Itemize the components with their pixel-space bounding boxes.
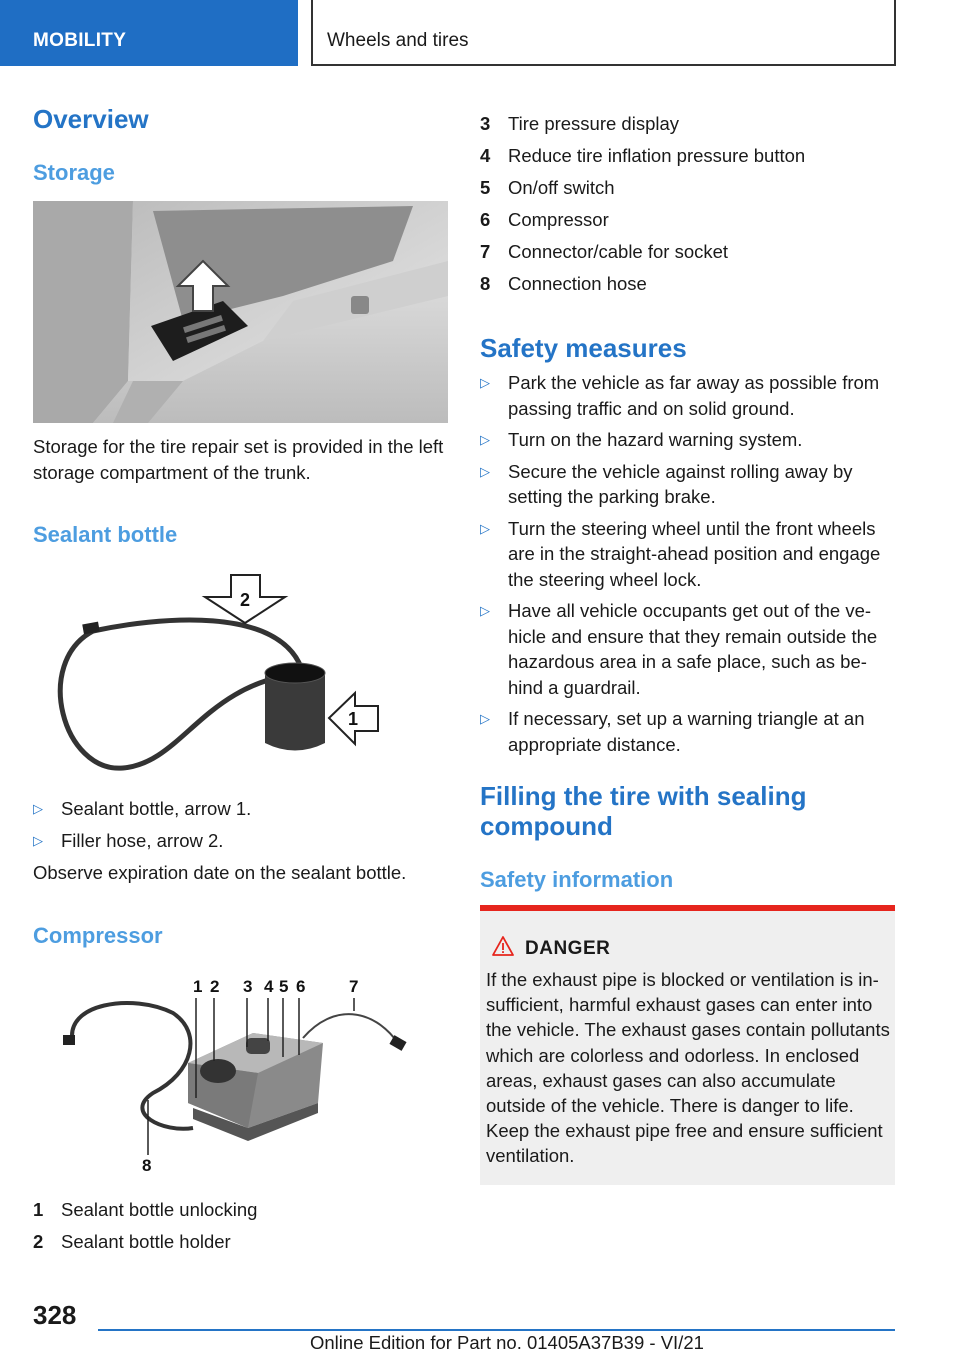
filling-heading: Filling the tire with sealing compound bbox=[480, 781, 807, 841]
list-item: ▷ Turn the steering wheel until the front wheels are in the straight-ahead position and engage the steering wheel lock. bbox=[480, 517, 881, 590]
danger-warning-box bbox=[480, 905, 895, 1185]
list-item: 7 Connector/cable for socket bbox=[480, 241, 729, 262]
list-item: ▷ Park the vehicle as far away as possible from passing traffic and on solid ground. bbox=[480, 372, 880, 419]
footer-divider bbox=[98, 1329, 895, 1331]
safety-measures-heading: Safety measures bbox=[480, 333, 687, 363]
list-item: ▷ Sealant bottle, arrow 1. bbox=[33, 796, 448, 822]
trunk-storage-image bbox=[33, 201, 448, 423]
triangle-bullet-icon: ▷ bbox=[33, 832, 43, 848]
storage-text: Storage for the tire repair set is provided in the left storage compartment of the trunk. bbox=[33, 436, 444, 483]
list-item: ▷ If necessary, set up a warning triangle at an appropriate distance. bbox=[480, 708, 865, 755]
callout-6: 6 bbox=[296, 977, 306, 996]
list-item: 1 Sealant bottle unlocking bbox=[33, 1199, 258, 1220]
list-item: ▷ Secure the vehicle against rolling away by setting the parking brake. bbox=[480, 460, 853, 507]
list-item: ▷ Turn on the hazard warning system. bbox=[480, 427, 895, 453]
triangle-bullet-icon: ▷ bbox=[480, 463, 490, 479]
storage-heading: Storage bbox=[33, 160, 115, 185]
sealant-bullets bbox=[33, 796, 448, 859]
triangle-bullet-icon: ▷ bbox=[480, 711, 490, 726]
callout-3: 3 bbox=[243, 977, 253, 996]
list-item: 5 On/off switch bbox=[480, 177, 615, 198]
list-item: ▷ Have all vehicle occupants get out of the vehicle and ensure that they remain outside the hazardous area in a safe place, such as behind a guardrail. bbox=[480, 600, 878, 698]
compressor-image bbox=[33, 963, 448, 1185]
compressor-heading: Compressor bbox=[33, 923, 163, 948]
sealant-bottle-image bbox=[33, 563, 448, 785]
page-number: 328 bbox=[33, 1300, 77, 1330]
safety-info-heading: Safety information bbox=[480, 867, 674, 892]
triangle-bullet-icon: ▷ bbox=[480, 432, 490, 447]
callout-2: 2 bbox=[210, 977, 220, 996]
callout-5: 5 bbox=[279, 977, 289, 996]
sealant-note: Observe expiration date on the sealant bottle. bbox=[33, 862, 407, 883]
parts-list-right bbox=[480, 111, 895, 303]
section-tab bbox=[0, 0, 298, 66]
callout-4: 4 bbox=[264, 977, 274, 996]
callout-1: 1 bbox=[193, 977, 203, 996]
danger-label: DANGER bbox=[525, 938, 611, 959]
callout-7: 7 bbox=[349, 977, 359, 996]
parts-list-left bbox=[33, 1197, 448, 1261]
list-item: ▷ Filler hose, arrow 2. bbox=[33, 828, 448, 854]
callout-8: 8 bbox=[142, 1156, 152, 1175]
danger-text: If the exhaust pipe is blocked or ventilation is insufficient, harmful exhaust gases can enter into the vehicle. The exhaust gases contain pollutants which are colorless and odorless. In enclosed areas, exhaust gases can also accumulate outside of the vehicle. There is danger to life. Keep the exhaust pipe free and ensure sufficient ventilation. bbox=[486, 969, 890, 1167]
callout-1: 1 bbox=[347, 709, 359, 729]
chapter-label: Wheels and tires bbox=[327, 30, 469, 51]
safety-bullets bbox=[480, 370, 895, 763]
list-item: 6 Compressor bbox=[480, 209, 609, 230]
edition-text: Online Edition for Part no. 01405A37B39 - VI/21 bbox=[310, 1332, 704, 1353]
callout-2: 2 bbox=[239, 590, 251, 610]
list-item: 4 Reduce tire inflation pressure button bbox=[480, 145, 806, 166]
triangle-bullet-icon: ▷ bbox=[480, 375, 490, 390]
list-item: 3 Tire pressure display bbox=[480, 113, 680, 134]
sealant-heading: Sealant bottle bbox=[33, 522, 178, 547]
list-item: 8 Connection hose bbox=[480, 273, 647, 294]
section-label: MOBILITY bbox=[33, 30, 127, 51]
list-item: 2 Sealant bottle holder bbox=[33, 1231, 231, 1252]
triangle-bullet-icon: ▷ bbox=[33, 801, 43, 816]
triangle-bullet-icon: ▷ bbox=[480, 520, 490, 536]
chapter-tab bbox=[311, 0, 896, 66]
overview-heading: Overview bbox=[33, 104, 149, 134]
warning-triangle-icon bbox=[492, 936, 514, 956]
triangle-bullet-icon: ▷ bbox=[480, 603, 490, 618]
